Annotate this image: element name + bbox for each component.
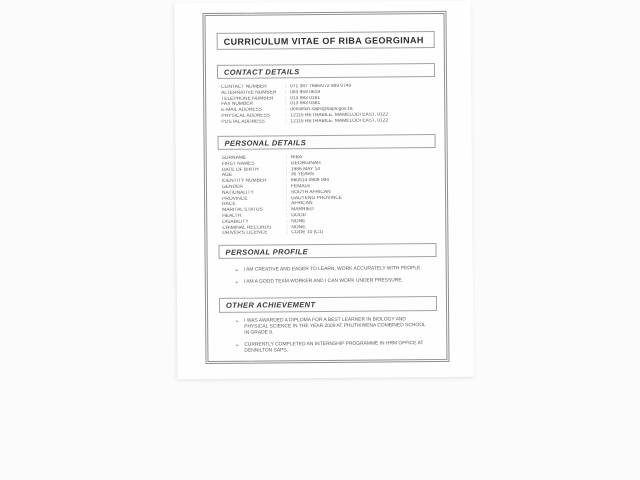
arrow-bullet-icon: ➢ — [235, 342, 240, 348]
colon-separator: : — [285, 161, 288, 167]
arrow-bullet-icon: ➢ — [234, 267, 239, 273]
bullet-text: I AM A GOOD TEAM WORKER AND I CAN WORK UNDER PRESSURE. — [243, 278, 403, 285]
field-label: RACE — [222, 202, 236, 208]
field-label: DRIVER'S LICENCE — [222, 230, 268, 237]
section-heading-label: PERSONAL DETAILS — [224, 137, 307, 148]
colon-separator: : — [285, 95, 287, 101]
list-item — [235, 278, 430, 286]
colon-separator: : — [285, 101, 287, 107]
field-value: AFRICAN — [291, 201, 313, 207]
list-item — [235, 341, 430, 355]
field-value: RIBA — [290, 155, 303, 161]
field-value: 013 983 0161 — [290, 95, 321, 101]
field-label: FIRST NAMES — [221, 161, 255, 167]
field-label: GENDER — [221, 184, 243, 190]
colon-separator: : — [286, 201, 288, 207]
field-value: CODE 10 (C1) — [291, 230, 324, 236]
section-heading-label: OTHER ACHIEVEMENT — [225, 300, 316, 310]
colon-separator: : — [285, 178, 288, 184]
title-box — [217, 31, 435, 50]
field-value: dennilton.saps@saps.gov.za — [290, 106, 353, 113]
field-label: DISABILITY — [222, 219, 249, 225]
colon-separator: : — [286, 230, 288, 236]
colon-separator: : — [285, 113, 287, 119]
field-label: NATIONALITY — [222, 190, 254, 196]
colon-separator: : — [286, 219, 288, 225]
field-label: AGE — [221, 173, 233, 179]
colon-separator: : — [285, 155, 288, 161]
field-label: SURNAME — [221, 155, 247, 161]
bullet-text: I WAS AWARDED A DIPLOMA FOR A BEST LEARNER IN BIOLOGY AND PHYSICAL SCIENCE IN THE YEAR 2009 AT PHUTIKWENA COMBINED SCHOOL IN GRADE 9. — [244, 317, 426, 336]
section-heading-label: PERSONAL PROFILE — [225, 246, 309, 257]
field-label: PROVINCE — [222, 196, 248, 202]
field-value: MARRIED — [291, 207, 314, 213]
field-label: ALTERNATIVE NUMBER — [221, 90, 277, 96]
field-label: DATE OF BIRTH — [221, 167, 259, 173]
colon-separator: : — [286, 207, 288, 213]
field-value: NONE — [291, 224, 306, 230]
personal-details-list — [222, 154, 432, 237]
section-heading-other-achievement — [219, 296, 437, 313]
field-value: 071 387 7666/072 989 0740 — [290, 83, 352, 90]
field-label: MARITAL STATUS — [222, 207, 263, 214]
field-label: IDENTITY NUMBER — [221, 178, 267, 185]
field-label: FAX NUMBER — [221, 102, 254, 108]
field-value: 1986 MAY 14 — [290, 166, 321, 172]
field-value: 013 983 0381 — [290, 101, 321, 107]
field-label: CONTACT NUMBER — [221, 84, 267, 90]
colon-separator: : — [285, 84, 287, 90]
colon-separator: : — [285, 166, 288, 172]
page-border-frame — [202, 11, 449, 364]
section-heading-personal-details — [218, 134, 436, 150]
personal-profile-list — [235, 266, 430, 292]
field-value: 860514 0909 084 — [290, 178, 330, 184]
colon-separator: : — [285, 184, 288, 190]
field-label: E-MAIL ADDRESS — [221, 107, 263, 114]
list-item — [235, 317, 430, 337]
field-value: GAUTENG PROVINCE — [291, 195, 343, 201]
arrow-bullet-icon: ➢ — [235, 318, 239, 324]
field-value: 12115 RETHABILE, MAMELODI EAST, 0122 — [290, 118, 389, 125]
field-value: 12115 RETHABILE, MAMELODI EAST, 0122 — [290, 112, 389, 119]
colon-separator: : — [286, 224, 288, 230]
bullet-text: I AM CREATIVE AND EAGER TO LEARN, WORK ACCURATELY WITH PEOPLE. — [243, 266, 422, 273]
colon-separator: : — [285, 107, 287, 113]
colon-separator: : — [285, 90, 287, 96]
bullet-text: CURRENTLY COMPLETED AN INTERNSHIP PROGRAMME IN HRM OFFICE AT DENNILTON SAPS. — [244, 341, 424, 354]
contact-row — [221, 118, 430, 126]
field-value: FEMALE — [290, 184, 311, 190]
colon-separator: : — [285, 190, 288, 196]
field-value: 083 959 0619 — [290, 89, 321, 96]
colon-separator: : — [286, 213, 288, 219]
section-heading-label: CONTACT DETAILS — [223, 66, 300, 77]
field-value: GEORGINAH — [290, 160, 321, 167]
page-title: CURRICULUM VITAE OF RIBA GEORGINAH — [223, 34, 424, 47]
section-heading-personal-profile — [218, 243, 436, 259]
field-value: 30 YEARS — [290, 172, 315, 178]
colon-separator: : — [286, 195, 288, 201]
list-item — [235, 266, 430, 274]
field-label: POSTAL ADDRESS — [221, 119, 265, 125]
field-value: NONE — [291, 218, 306, 225]
field-label: TELEPHONE NUMBER — [221, 96, 274, 102]
field-value: GOOD — [291, 213, 307, 219]
field-value: SOUTH AFRICAN — [290, 189, 331, 196]
contact-details-list — [221, 83, 430, 125]
colon-separator: : — [285, 172, 288, 178]
colon-separator: : — [285, 119, 287, 125]
field-label: HEALTH — [222, 213, 242, 219]
section-heading-contact-details — [217, 63, 435, 79]
scanned-cv-page — [174, 1, 473, 380]
other-achievement-list — [235, 317, 430, 361]
arrow-bullet-icon: ➢ — [234, 279, 239, 285]
field-label: CRIMINAL RECORDS — [222, 225, 272, 231]
field-label: PHYSICAL ADDRESS — [221, 113, 271, 119]
personal-row — [222, 229, 431, 237]
